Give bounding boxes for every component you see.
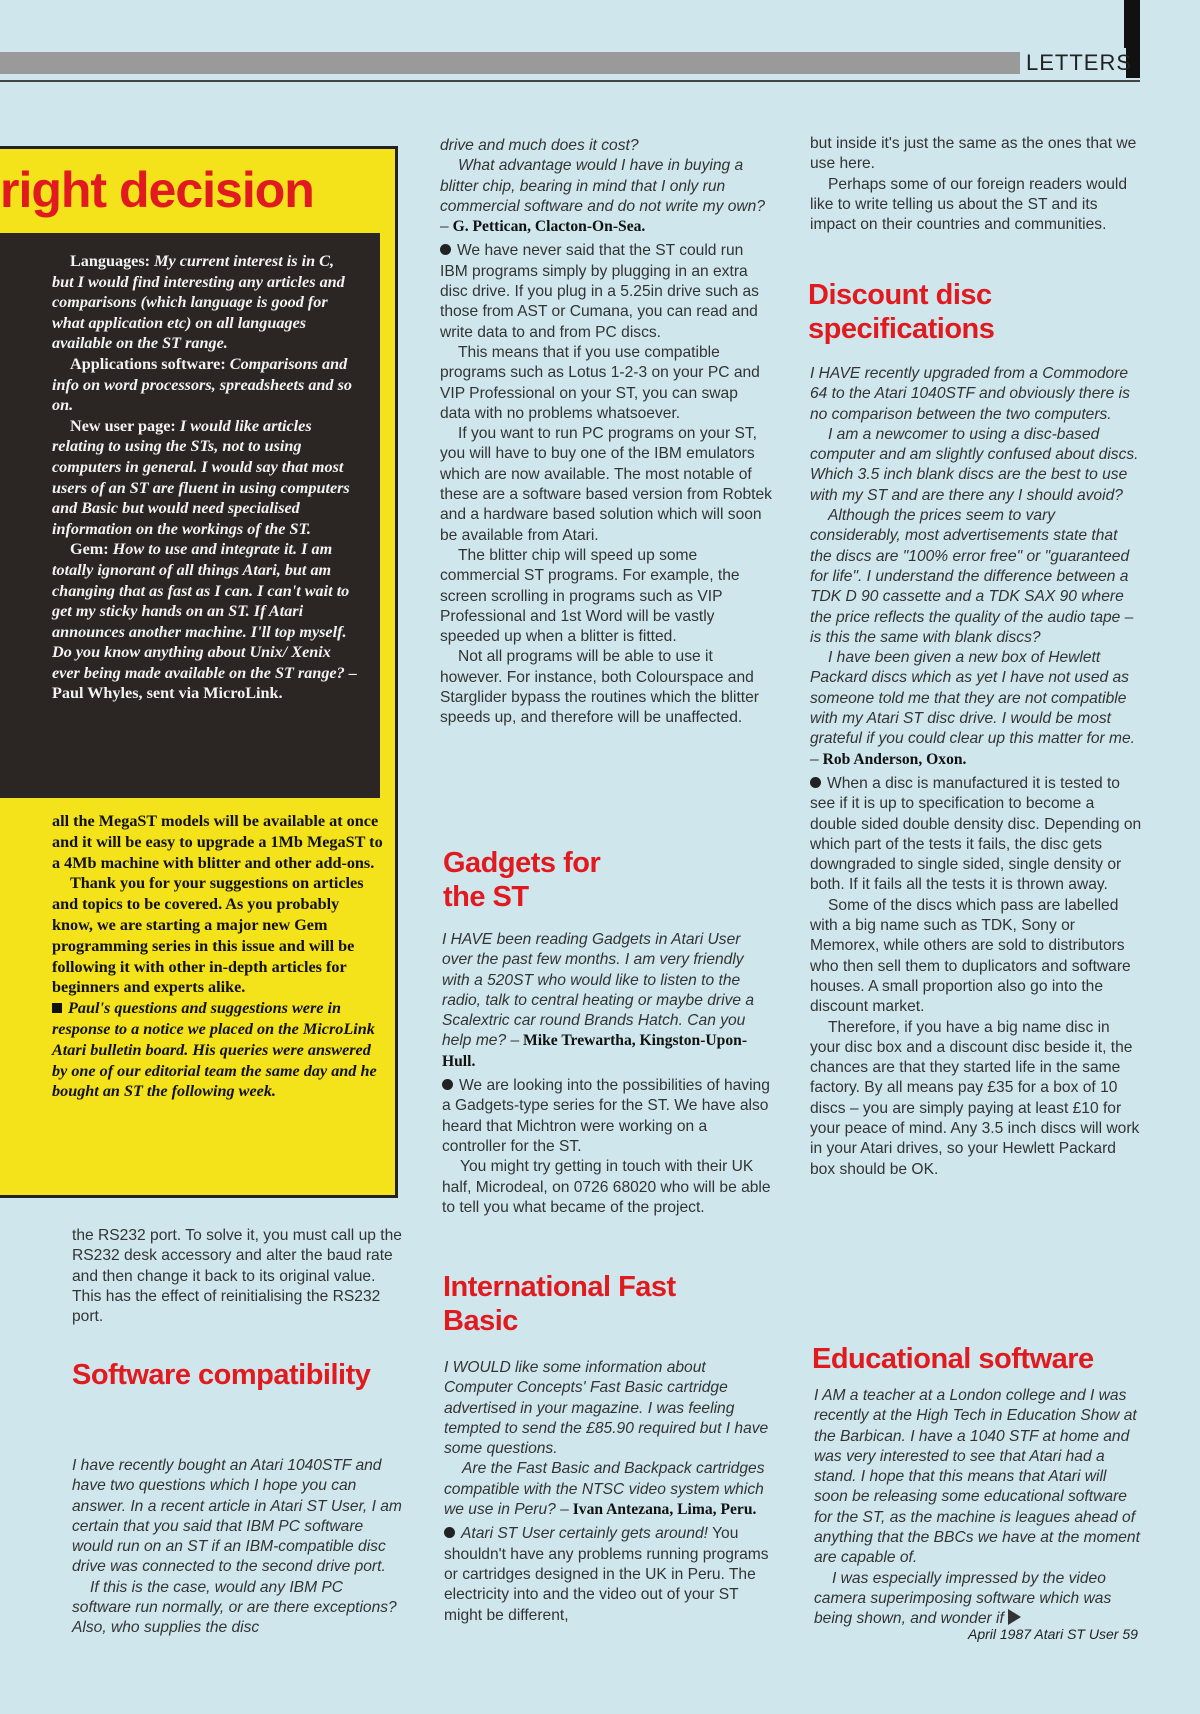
letter-text: I have been given a new box of Hewlett Packard discs which as yet I have not used as someone told me that they are not compatible with my Atari ST disc drive. I would be most grateful if you could clear up this matter for me. – Rob Anderson, Oxon. <box>810 649 1136 768</box>
reply-text: Atari ST User certainly gets around! You shouldn't have any problems running programs or cartridges designed in the UK in Peru. The electricity into and the video out of your ST might be different, <box>444 1525 769 1624</box>
reply-text: We are looking into the possibilities of having a Gadgets-type series for the ST. We have also heard that Michtron were working on a controller for the ST. <box>442 1077 770 1155</box>
reply-text: Therefore, if you have a big name disc in your disc box and a discount disc beside it, the chances are that they started life in the same factory. By all means pay £35 for a box of 10 discs – you are simply paying at least £10 for your peace of mind. Any 3.5 inch discs will work in your Atari drives, so your Hewlett Packard box should be OK. <box>810 1018 1140 1178</box>
header-rule <box>0 80 1140 82</box>
column-3 <box>810 134 1142 235</box>
box-paragraph: Applications software: Comparisons and info on word processors, spreadsheets and so on. <box>52 354 352 415</box>
letter-text: I have recently bought an Atari 1040STF and have two questions which I hope you can answer. In a recent article in Atari ST User, I am certain that you said that IBM PC software would run on an ST if an IBM-compatible disc drive was connected to the second drive port. <box>72 1457 402 1576</box>
bullet-icon <box>440 244 451 255</box>
reply-text: This means that if you use compatible programs such as Lotus 1-2-3 on your PC and VIP Professional on your ST, you can swap data with no problems whatsoever. <box>440 343 760 422</box>
letter-text: I WOULD like some information about Computer Concepts' Fast Basic cartridge advertised in your magazine. I was feeling tempted to send the £85.90 required but I have some questions. <box>444 1359 769 1458</box>
letter-text: I AM a teacher at a London college and I was recently at the High Tech in Education Show at the Barbican. I have a 1040 STF at home and was very interested to see that Atari had a stand. I hope that this means that Atari will soon be releasing some educational software for the ST, as the machine is leagues ahead of anything that the BBCs we have at the moment are capable of. <box>814 1387 1140 1567</box>
column-2 <box>440 136 772 729</box>
reply-text: When a disc is manufactured it is tested to see if it is up to specification to become a double sided double density disc. Depending on which part of the tests it fails, the disc gets downgraded to single sided, single density or both. If it fails all the tests it is thrown away. <box>810 774 1142 894</box>
bullet-icon <box>444 1527 455 1538</box>
yellow-panel-text <box>52 811 384 1102</box>
dark-panel <box>0 233 380 798</box>
letter-text: I HAVE recently upgraded from a Commodore 64 to the Atari 1040STF and obviously there is no comparison between the two computers. <box>810 365 1130 423</box>
box-paragraph: New user page: I would like articles relating to using the STs, not to using computers in general. I would say that most users of an ST are fluent in using computers and Basic but would need specialised information on the workings of the ST. <box>52 416 350 538</box>
letter-text: What advantage would I have in buying a blitter chip, bearing in mind that I only run commercial software and do not write my own? – G. Pettican, Clacton-On-Sea. <box>440 157 766 236</box>
box-reply: Thank you for your suggestions on articles and topics to be covered. As you probably know, we are starting a major new Gem programming series in this issue and will be following it with other in-depth articles for beginners and experts alike. <box>52 874 364 997</box>
box-headline: right decision <box>0 162 314 218</box>
box-paragraph: Languages: My current interest is in C, but I would find interesting any articles and comparisons (which language is good for what application etc) on all languages available on the ST range. <box>52 252 345 353</box>
letter-discount-disc <box>810 364 1143 1180</box>
square-bullet-icon <box>52 1003 62 1013</box>
reply-text: Not all programs will be able to use it however. For instance, both Colourspace and Starglider bypass the routines which the blitter speeds up, and therefore will be unaffected. <box>440 648 759 727</box>
column-1 <box>72 1226 405 1327</box>
reply-text: We have never said that the ST could run IBM programs simply by plugging in an extra disc drive. If you plug in a 5.25in drive such as those from AST or Cumana, you can read and write data to and from PC discs. <box>440 242 759 341</box>
reply-text: The blitter chip will speed up some commercial ST programs. For example, the screen scrolling in programs such as VIP Professional and 1st Word will be vastly speeded up when a blitter is fitted. <box>440 546 740 646</box>
header-bar <box>0 52 1022 74</box>
reply-text: If you want to run PC programs on your ST, you will have to buy one of the IBM emulators which are now available. The most notable of these are a software based version from Robtek and a hardware based solution which will soon be available from Atari. <box>440 425 772 544</box>
section-label: LETTERS <box>1020 48 1126 78</box>
box-note: Paul's questions and suggestions were in response to a notice we placed on the MicroLink Atari bulletin board. His queries were answered by one of our editorial team the same day and he bought an ST the following week. <box>52 999 377 1101</box>
letter-text: If this is the case, would any IBM PC software run normally, or are there exceptions? Also, who supplies the disc <box>72 1578 397 1637</box>
box-reply: all the MegaST models will be available at once and it will be easy to upgrade a 1Mb MegaST to a 4Mb machine with blitter and other add-ons. <box>52 812 383 872</box>
heading-international-fast-basic: International Fast Basic <box>443 1271 676 1337</box>
box-paragraph: Gem: How to use and integrate it. I am totally ignorant of all things Atari, but am changing that as fast as I can. I can't wait to get my sticky hands on an ST. If Atari announces another machine. I'll top myself. Do you know anything about Unix/ Xenix ever being made available on the ST range? – Paul Whyles, sent via MicroLink. <box>52 540 357 703</box>
bullet-icon <box>442 1079 453 1090</box>
article-text: the RS232 port. To solve it, you must call up the RS232 desk accessory and alter the baud rate and then change it back to its original value. This has the effect of reinitialising the RS232 port. <box>72 1227 402 1326</box>
letter-gadgets <box>442 930 775 1218</box>
letter-text: I HAVE been reading Gadgets in Atari User over the past few months. I am very friendly with a 520ST who would like to listen to the radio, talk to central heating or maybe drive a Scalextric car round Brands Hatch. Can you help me? – Mike Trewartha, Kingston-Upon-Hull. <box>442 931 755 1070</box>
heading-educational-software: Educational software <box>812 1343 1094 1375</box>
heading-gadgets: Gadgets for the ST <box>443 847 601 913</box>
letter-fast-basic <box>444 1358 777 1626</box>
reply-text: but inside it's just the same as the ones that we use here. <box>810 135 1137 173</box>
heading-discount-disc: Discount disc specifications <box>808 279 995 345</box>
sidebar-box <box>0 146 398 1198</box>
page-footer: April 1987 Atari ST User 59 <box>968 1626 1138 1642</box>
letter-text: Although the prices seem to vary considerably, most advertisements state that the discs are "100% error free" or "guaranteed for life". I understand the difference between a TDK D 90 cassette and a TDK SAX 90 where the price reflects the quality of the audio tape – is this the same with blank discs? <box>810 507 1134 646</box>
letter-software <box>72 1456 405 1639</box>
letter-text: I am a newcomer to using a disc-based computer and am slightly confused about discs. Which 3.5 inch blank discs are the best to use with my ST and are there any I should avoid? <box>810 425 1139 504</box>
bullet-icon <box>810 777 821 788</box>
dark-panel-text <box>52 251 358 704</box>
letter-text: I was especially impressed by the video camera superimposing software which was being shown, and wonder if <box>814 1569 1112 1628</box>
letter-educational <box>814 1386 1144 1630</box>
heading-software-compatibility: Software compatibility <box>72 1359 371 1391</box>
reply-text: You might try getting in touch with their UK half, Microdeal, on 0726 68020 who will be able to tell you what became of the project. <box>442 1158 771 1216</box>
reply-text: Some of the discs which pass are labelled with a big name such as TDK, Sony or Memorex, while others are sold to distributors who then sell them to duplicators and software houses. A small proportion also go into the discount market. <box>810 896 1131 1016</box>
letter-text: drive and much does it cost? <box>440 137 639 154</box>
reply-text: Perhaps some of our foreign readers would like to write telling us about the ST and its impact on their countries and communities. <box>810 175 1128 234</box>
letter-text: Are the Fast Basic and Backpack cartridges compatible with the NTSC video system which we use in Peru? – Ivan Antezana, Lima, Peru. <box>444 1460 765 1519</box>
continue-arrow-icon <box>1008 1609 1021 1625</box>
